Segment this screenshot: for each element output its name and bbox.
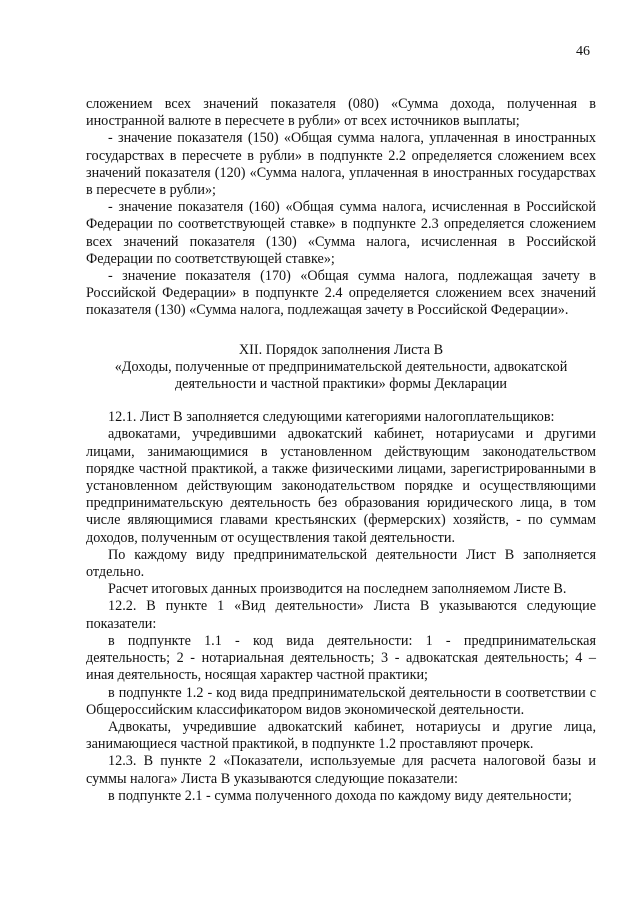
paragraph-indicator-160: - значение показателя (160) «Общая сумма налога, исчисленная в Российской Федерации по соответствующей ставке» в подпункте 2.3 определяется сложением всех значений показателя (130) «Сумма налога, исчисленная в Российской Федерации по соответствующей ставке»; bbox=[86, 199, 596, 267]
section-heading bbox=[86, 342, 596, 394]
paragraph-subitem-2-1: в подпункте 2.1 - сумма полученного дохода по каждому виду деятельности; bbox=[108, 787, 572, 804]
document-body bbox=[86, 96, 596, 805]
paragraph-indicator-150: - значение показателя (150) «Общая сумма налога, уплаченная в иностранных государствах в пересчете в рубли» в подпункте 2.2 определяется сложением всех значений показателя (120) «Сумма налога, уплаченная в иностранных государствах в пересчете в рубли»; bbox=[86, 130, 596, 199]
paragraph-12-3: 12.3. В пункте 2 «Показатели, используемые для расчета налоговой базы и суммы налога» Листа В указываются следующие показатели: bbox=[86, 753, 596, 787]
section-heading-subtitle-line1: «Доходы, полученные от предпринимательской деятельности, адвокатской bbox=[114, 358, 568, 375]
page-number: 46 bbox=[576, 44, 590, 59]
section-heading-subtitle-line2: деятельности и частной практики» формы Декларации bbox=[174, 376, 508, 393]
paragraph-12-2: 12.2. В пункте 1 «Вид деятельности» Листа В указываются следующие показатели: bbox=[86, 598, 596, 632]
paragraph-per-activity: По каждому виду предпринимательской деятельности Лист В заполняется отдельно. bbox=[86, 546, 596, 581]
paragraph-indicator-170: - значение показателя (170) «Общая сумма налога, подлежащая зачету в Российской Федерации» в подпункте 2.4 определяется сложением всех значений показателя (130) «Сумма налога, подлежащая зачету в Российской Федерации». bbox=[86, 268, 596, 319]
paragraph-subitem-1-1: в подпункте 1.1 - код вида деятельности: 1 - предпринимательская деятельность; 2 - нотариальная деятельность; 3 - адвокатская деятельность; 4 – иная деятельность, носящая характер частной практики; bbox=[86, 632, 596, 684]
paragraph-totals: Расчет итоговых данных производится на последнем заполняемом Листе В. bbox=[108, 581, 567, 598]
section-heading-title: XII. Порядок заполнения Листа В bbox=[238, 341, 444, 358]
paragraph-subitem-1-2: в подпункте 1.2 - код вида предпринимательской деятельности в соответствии с Общероссийским классификатором видов экономической деятельности. bbox=[86, 684, 596, 718]
paragraph-continuation: сложением всех значений показателя (080) «Сумма дохода, полученная в иностранной валюте в пересчете в рубли» от всех источников выплаты; bbox=[86, 96, 596, 130]
paragraph-12-1: 12.1. Лист В заполняется следующими категориями налогоплательщиков: bbox=[108, 409, 555, 426]
paragraph-taxpayer-categories: адвокатами, учредившими адвокатский кабинет, нотариусами и другими лицами, занимающимися в установленном действующим законодательством порядке частной практикой, а также физическими лицами, зарегистрированными в установленном действующим законодательством порядке и осуществляющими предпринимательскую деятельность без образования юридического лица, в том числе являющимися главами крестьянских (фермерских) хозяйств, - по суммам доходов, полученным от осуществления такой деятельности. bbox=[86, 426, 596, 546]
paragraph-lawyers-dash: Адвокаты, учредившие адвокатский кабинет, нотариусы и другие лица, занимающиеся частной практикой, в подпункте 1.2 проставляют прочерк. bbox=[86, 718, 596, 753]
